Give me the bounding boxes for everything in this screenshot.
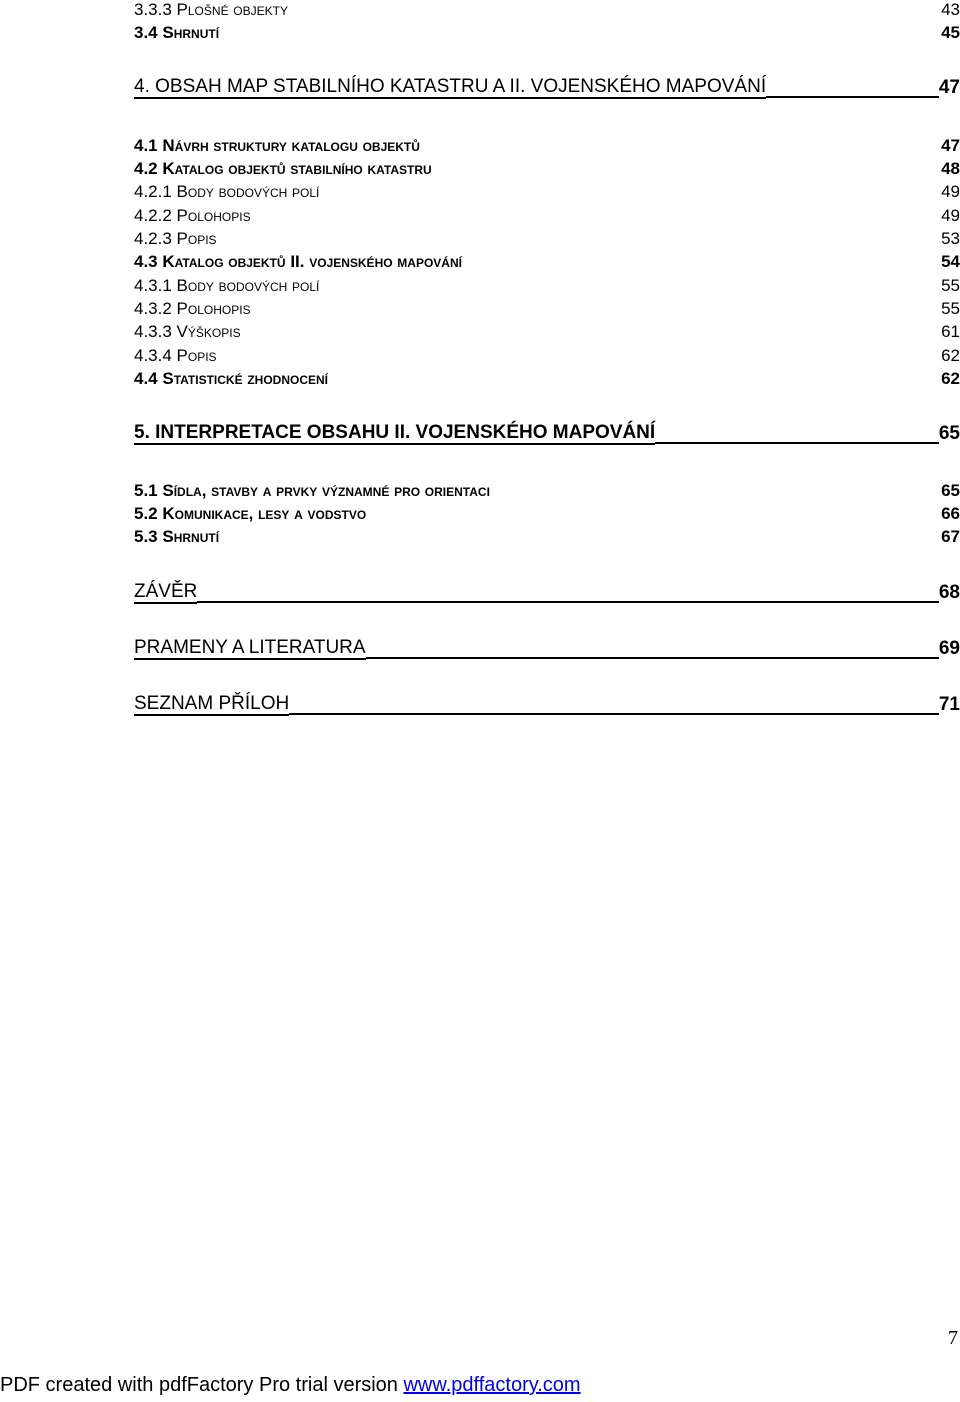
toc-entry-number: 3.4 [134,23,158,42]
toc-entry-number: 4.2 [134,159,158,178]
toc-entry-title: Shrnutí [162,23,220,42]
toc-entry-page: 65 [938,423,960,444]
toc-entry-title: Shrnutí [162,527,220,546]
toc-entry-page: 47 [938,77,960,98]
toc-chapter [134,582,960,604]
toc-entry-number: 4.2.1 [134,182,172,201]
toc-entry [134,23,960,43]
toc-entry-number: 4.4 [134,369,158,388]
toc-entry-page: 55 [941,299,960,318]
footer-text: PDF created with pdfFactory Pro trial version [0,1374,398,1396]
toc-entry-page: 53 [941,229,960,248]
toc-entry [134,299,960,319]
toc-entry-title: Katalog objektů II. vojenského mapování [162,252,462,271]
toc-entry-page: 66 [941,504,960,523]
toc-entry-page: 62 [941,369,960,388]
pdf-footer [0,1372,581,1398]
toc-entry-title: Body bodových polí [176,276,320,295]
toc-chapter [134,77,960,99]
footer-link[interactable]: www.pdffactory.com [403,1374,581,1396]
toc-entry-page: 43 [941,0,960,19]
toc-entry [134,229,960,249]
toc-entry [134,504,960,524]
toc-entry-page: 47 [941,136,960,155]
toc-entry-number: 4.3.1 [134,276,172,295]
toc-entry-title: Návrh struktury katalogu objektů [162,136,420,155]
toc-entry-title: Statistické zhodnocení [162,369,328,388]
toc-entry [134,252,960,272]
toc-entry-page: 45 [941,23,960,42]
toc-entry-title: Katalog objektů stabilního katastru [162,159,432,178]
toc-entry-page: 49 [941,206,960,225]
toc-entry-page: 49 [941,182,960,201]
toc-entry-number: 4.2.2 [134,206,172,225]
toc-entry [134,136,960,156]
toc-entry-number: 3.3.3 [134,0,172,19]
toc-entry [134,159,960,179]
toc-chapter [134,638,960,660]
toc-entry-number: 4.2.3 [134,229,172,248]
toc-entry-number: 4.3.4 [134,346,172,365]
toc-entry [134,481,960,501]
toc-entry-title: Výškopis [176,322,241,341]
toc-entry-title: Body bodových polí [176,182,320,201]
toc-entry-page: 71 [938,694,960,715]
toc-entry-page: 69 [938,638,960,659]
toc-entry [134,346,960,366]
toc-entry [134,206,960,226]
toc-entry-page: 67 [941,527,960,546]
toc-entry-number: 4.1 [134,136,158,155]
toc-entry-page: 54 [941,252,960,271]
toc-entry-title: ZÁVĚR [134,581,198,602]
toc-entry-title: Popis [176,229,217,248]
toc-entry-title: Popis [176,346,217,365]
toc-chapter [134,694,960,716]
toc-entry-title: Sídla, stavby a prvky významné pro orientaci [162,481,490,500]
toc-entry-number: 5.2 [134,504,158,523]
toc-entry-page: 62 [941,346,960,365]
toc-entry-title: Polohopis [176,299,251,318]
toc-entry-title: Polohopis [176,206,251,225]
toc-entry-title: PRAMENY A LITERATURA [134,637,366,658]
toc-chapter [134,423,960,445]
toc-entry-number: 4. [134,76,150,97]
page-number: 7 [948,1327,958,1349]
toc-entry [134,369,960,389]
toc-entry-title: SEZNAM PŘÍLOH [134,693,290,714]
toc-entry [134,276,960,296]
toc-entry-title: INTERPRETACE OBSAHU II. VOJENSKÉHO MAPOVÁNÍ [155,422,656,443]
toc-entry-number: 5.1 [134,481,158,500]
toc-entry-page: 65 [941,481,960,500]
toc-entry-title: OBSAH MAP STABILNÍHO KATASTRU A II. VOJENSKÉHO MAPOVÁNÍ [155,76,767,97]
toc-entry [134,527,960,547]
toc-entry-number: 4.3.2 [134,299,172,318]
toc-entry [134,182,960,202]
toc-entry-number: 5. [134,422,150,443]
toc-entry-page: 68 [938,582,960,603]
toc-entry-title: Plošné objekty [176,0,288,19]
toc-entry-page: 61 [941,322,960,341]
toc-entry-page: 48 [941,159,960,178]
toc-entry-number: 5.3 [134,527,158,546]
toc-entry-title: Komunikace, lesy a vodstvo [162,504,367,523]
toc-entry [134,322,960,342]
toc-entry-number: 4.3 [134,252,158,271]
toc-entry [134,0,960,20]
toc-entry-page: 55 [941,276,960,295]
toc-entry-number: 4.3.3 [134,322,172,341]
